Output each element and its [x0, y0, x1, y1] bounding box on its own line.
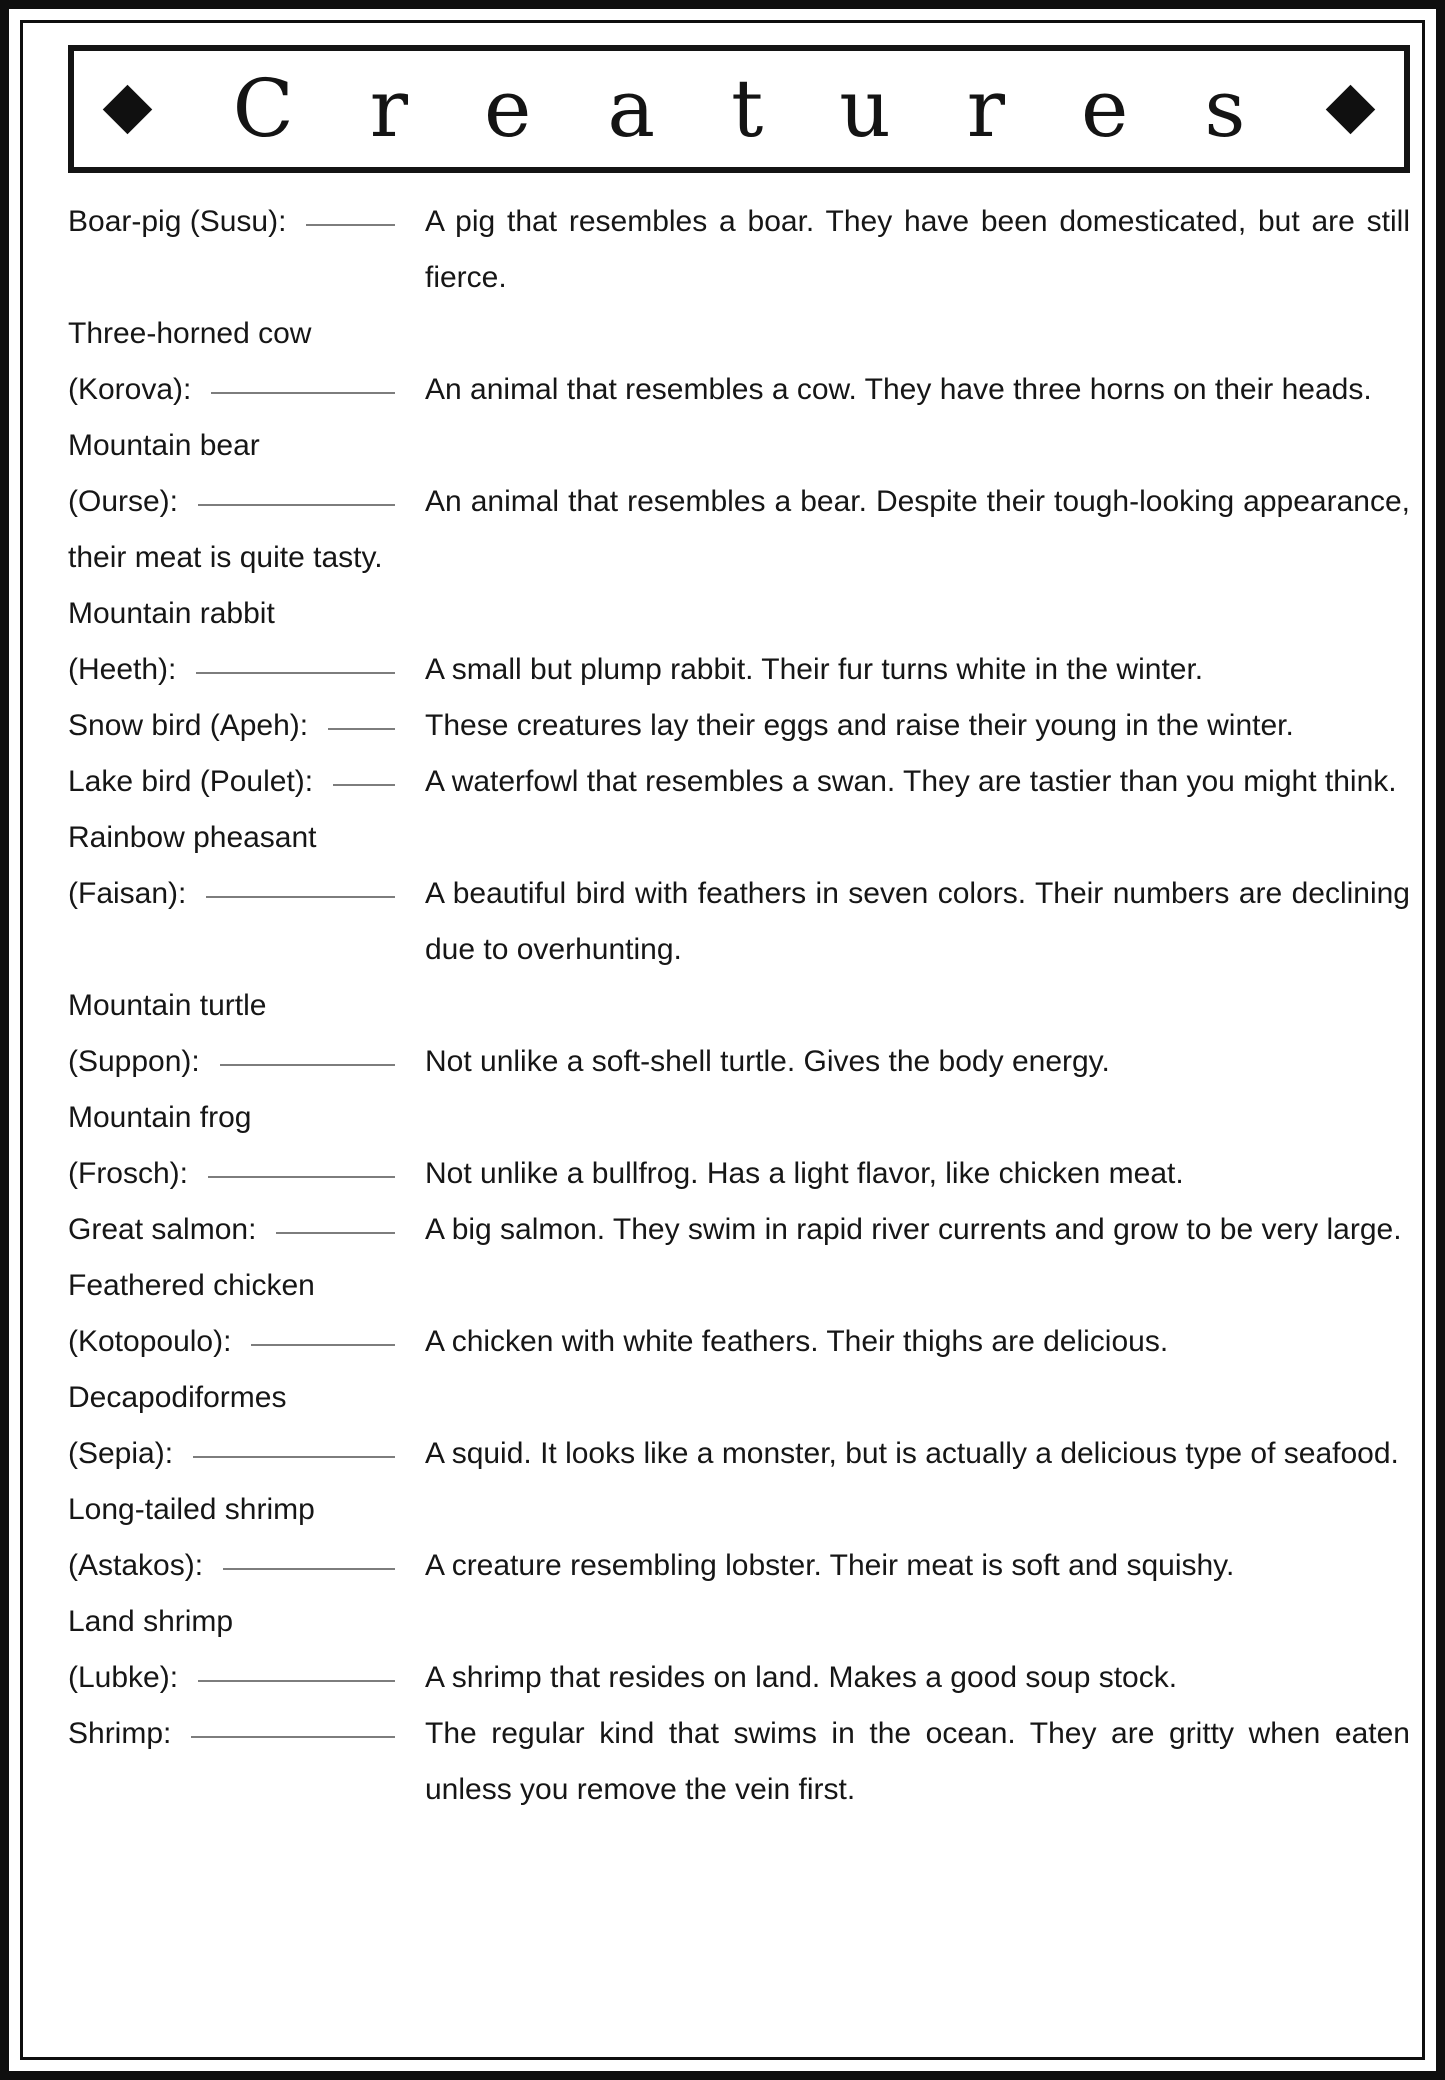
leader-line	[328, 728, 395, 730]
leader-line	[198, 1680, 395, 1682]
term-label: Decapodiformes	[68, 1381, 287, 1414]
leader-line	[223, 1568, 395, 1570]
entry-row	[68, 866, 1410, 978]
entry-description: Not unlike a bullfrog. Has a light flavor, like chicken meat.	[425, 1157, 1184, 1190]
entry-row	[68, 698, 1410, 754]
term-block	[68, 698, 425, 754]
entry-row	[68, 194, 1410, 306]
leader-line	[208, 1176, 395, 1178]
term-label: (Heeth):	[68, 653, 177, 686]
term-block	[68, 1650, 425, 1706]
entry-description: Not unlike a soft-shell turtle. Gives the body energy.	[425, 1045, 1110, 1078]
entry-term-line	[68, 586, 1410, 642]
entry-row	[68, 1706, 1410, 1818]
term-label: Land shrimp	[68, 1605, 234, 1638]
term-block	[68, 1314, 425, 1370]
entry-description: A creature resembling lobster. Their meat is soft and squishy.	[425, 1549, 1235, 1582]
entry-term-line	[68, 1370, 1410, 1426]
term-block	[68, 474, 425, 530]
page-content	[68, 45, 1410, 1818]
term-block	[68, 1034, 425, 1090]
entry-term-line	[68, 1482, 1410, 1538]
entry-description: A beautiful bird with feathers in seven colors. Their numbers are declining due to overhunting.	[425, 877, 1410, 966]
entry-description: A pig that resembles a boar. They have been domesticated, but are still fierce.	[425, 205, 1410, 294]
entry-term-line	[68, 1594, 1410, 1650]
leader-line	[306, 224, 395, 226]
term-label: (Frosch):	[68, 1157, 188, 1190]
entry-description: An animal that resembles a cow. They have three horns on their heads.	[425, 373, 1372, 406]
term-label: Feathered chicken	[68, 1269, 315, 1302]
term-label: (Suppon):	[68, 1045, 200, 1078]
entry-description: A small but plump rabbit. Their fur turns white in the winter.	[425, 653, 1204, 686]
term-block	[68, 1146, 425, 1202]
term-label: Long-tailed shrimp	[68, 1493, 315, 1526]
term-label: (Korova):	[68, 373, 192, 406]
entry-description: A chicken with white feathers. Their thighs are delicious.	[425, 1325, 1169, 1358]
term-label: (Kotopoulo):	[68, 1325, 232, 1358]
entry-row	[68, 1146, 1410, 1202]
entry-term-line	[68, 306, 1410, 362]
term-label: Three-horned cow	[68, 317, 312, 350]
entry-row	[68, 474, 1410, 586]
term-block	[68, 362, 425, 418]
entry-description: These creatures lay their eggs and raise their young in the winter.	[425, 709, 1294, 742]
entry-row	[68, 1650, 1410, 1706]
leader-line	[196, 672, 395, 674]
term-label: (Sepia):	[68, 1437, 174, 1470]
term-label: (Faisan):	[68, 877, 187, 910]
term-label: (Astakos):	[68, 1549, 204, 1582]
term-block	[68, 194, 425, 250]
creature-list	[68, 194, 1410, 1818]
entry-row	[68, 642, 1410, 698]
entry-term-line	[68, 418, 1410, 474]
leader-line	[206, 896, 395, 898]
entry-description: A waterfowl that resembles a swan. They are tastier than you might think.	[425, 765, 1397, 798]
entry-row	[68, 1538, 1410, 1594]
leader-line	[193, 1456, 395, 1458]
term-label: Snow bird (Apeh):	[68, 709, 309, 742]
entry-row	[68, 1202, 1410, 1258]
term-block	[68, 1706, 425, 1762]
term-label: Shrimp:	[68, 1717, 172, 1750]
entry-row	[68, 1314, 1410, 1370]
entry-term-line	[68, 1258, 1410, 1314]
term-label: Boar-pig (Susu):	[68, 205, 287, 238]
entry-description: An animal that resembles a bear. Despite their tough-looking appearance, their meat is quite tasty.	[68, 485, 1410, 574]
title-banner	[68, 45, 1410, 173]
leader-line	[191, 1736, 395, 1738]
leader-line	[251, 1344, 395, 1346]
page-title: Creatures	[232, 62, 1322, 155]
term-block	[68, 642, 425, 698]
term-label: Mountain rabbit	[68, 597, 275, 630]
entry-description: A shrimp that resides on land. Makes a good soup stock.	[425, 1661, 1178, 1694]
term-block	[68, 1538, 425, 1594]
entry-row	[68, 1034, 1410, 1090]
entry-description: A big salmon. They swim in rapid river currents and grow to be very large.	[425, 1213, 1402, 1246]
leader-line	[198, 504, 395, 506]
leader-line	[333, 784, 395, 786]
entry-term-line	[68, 1090, 1410, 1146]
entry-term-line	[68, 810, 1410, 866]
entry-description: A squid. It looks like a monster, but is actually a delicious type of seafood.	[425, 1437, 1399, 1470]
term-label: Lake bird (Poulet):	[68, 765, 314, 798]
leader-line	[276, 1232, 395, 1234]
entry-row	[68, 1426, 1410, 1482]
leader-line	[211, 392, 395, 394]
term-block	[68, 1426, 425, 1482]
entry-term-line	[68, 978, 1410, 1034]
leader-line	[220, 1064, 395, 1066]
term-label: Mountain bear	[68, 429, 260, 462]
term-label: Rainbow pheasant	[68, 821, 317, 854]
term-label: Mountain turtle	[68, 989, 267, 1022]
entry-row	[68, 754, 1410, 810]
term-block	[68, 754, 425, 810]
term-block	[68, 1202, 425, 1258]
term-block	[68, 866, 425, 922]
term-label: Mountain frog	[68, 1101, 252, 1134]
term-label: (Lubke):	[68, 1661, 179, 1694]
entry-description: The regular kind that swims in the ocean. They are gritty when eaten unless you remove the vein first.	[425, 1717, 1410, 1806]
term-label: Great salmon:	[68, 1213, 257, 1246]
term-label: (Ourse):	[68, 485, 179, 518]
entry-row	[68, 362, 1410, 418]
